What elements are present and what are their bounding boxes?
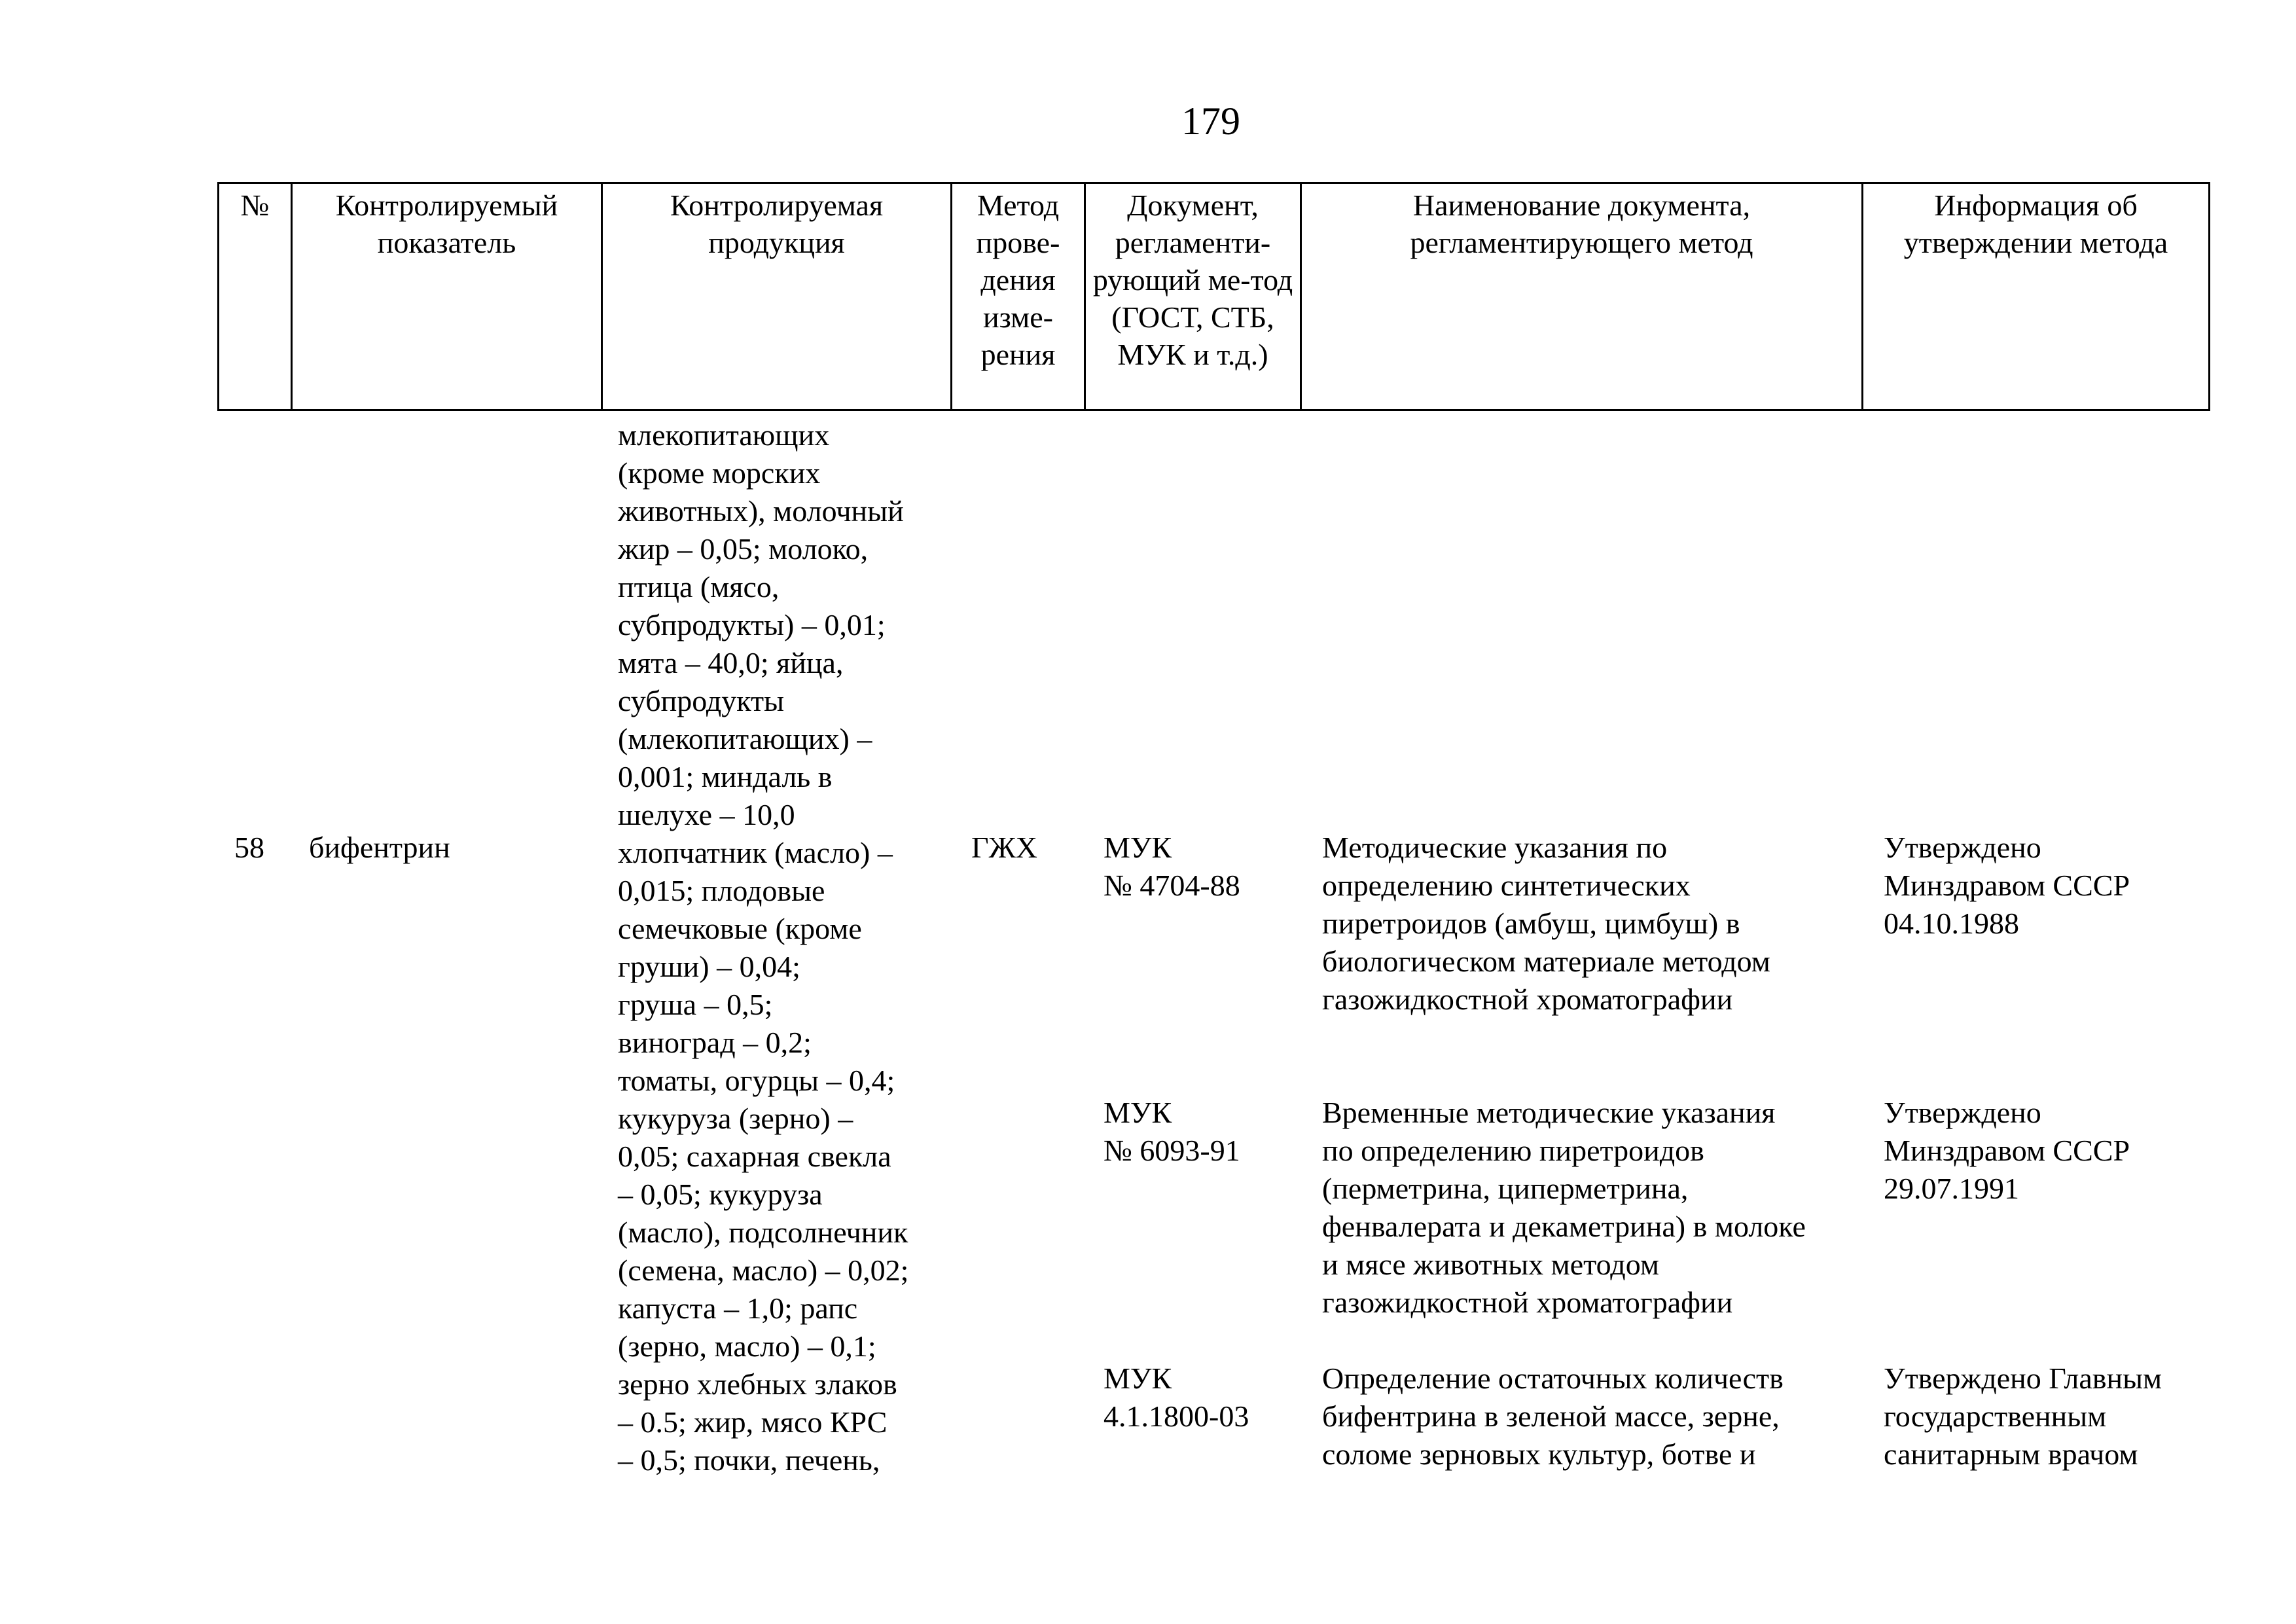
document-code-1: МУК № 4704-88 (1103, 831, 1240, 902)
header-document: Документ, регламенти-рующий ме-тод (ГОСТ, СТБ, МУК и т.д.) (1085, 183, 1301, 410)
row-number: 58 (234, 831, 264, 864)
measurement-method: ГЖХ (971, 831, 1038, 864)
approval-info-3: Утверждено Главным государственным санитарным врачом (1884, 1362, 2162, 1471)
header-approval-info: Информация об утверждении метода (1863, 183, 2210, 410)
header-number: № (219, 183, 292, 410)
controlled-product-text: млекопитающих (кроме морских животных), молочный жир – 0,05; молоко, птица (мясо, субпродукты) – 0,01; мята – 40,0; яйца, субпродукты (млекопитающих) – 0,001; миндаль в шелухе – 10,0 хлопчатник (масло) – 0,015; плодовые семечковые (кроме груши) – 0,04; груша – 0,5; виноград – 0,2; томаты, огурцы – 0,4; кукуруза (зерно) – 0,05; сахарная свекла – 0,05; кукуруза (масло), подсолнечник (семена, масло) – 0,02; капуста – 1,0; рапс (зерно, масло) – 0,1; зерно хлебных злаков – 0.5; жир, мясо КРС – 0,5; почки, печень, (618, 418, 909, 1477)
document-code-3: МУК 4.1.1800-03 (1103, 1362, 1249, 1433)
page-number: 179 (1181, 99, 1240, 143)
document-title-2: Временные методические указания по определению пиретроидов (перметрина, циперметрина, фенвалерата и декаметрина) в молоке и мясе животных методом газожидкостной хроматографии (1322, 1096, 1806, 1319)
table-header (217, 182, 2210, 411)
header-document-name: Наименование документа, регламентирующего метод (1301, 183, 1863, 410)
approval-info-1: Утверждено Минздравом СССР 04.10.1988 (1884, 831, 2130, 940)
document-title-1: Методические указания по определению синтетических пиретроидов (амбуш, цимбуш) в биологическом материале методом газожидкостной хроматографии (1322, 831, 1770, 1016)
document-title-3: Определение остаточных количеств бифентрина в зеленой массе, зерне, соломе зерновых культур, ботве и (1322, 1362, 1784, 1471)
header-product: Контролируемая продукция (602, 183, 952, 410)
header-method: Метод прове-дения изме-рения (952, 183, 1085, 410)
controlled-indicator: бифентрин (309, 831, 450, 864)
document-code-2: МУК № 6093-91 (1103, 1096, 1240, 1167)
approval-info-2: Утверждено Минздравом СССР 29.07.1991 (1884, 1096, 2130, 1205)
header-indicator: Контролируемый показатель (292, 183, 602, 410)
